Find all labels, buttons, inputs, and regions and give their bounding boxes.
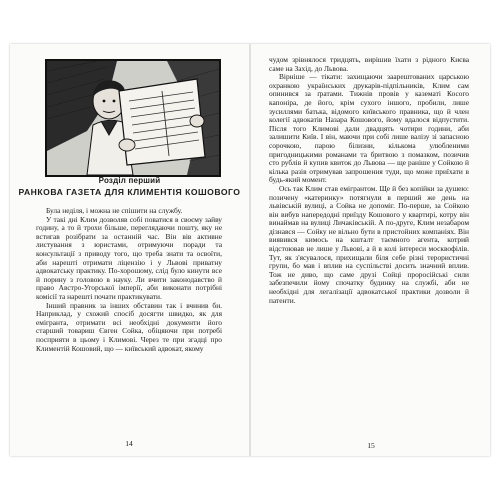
chapter-illustration [45,59,221,177]
chapter-title: РАНКОВА ГАЗЕТА ДЛЯ КЛИМЕНТІЯ КОШОВОГО [18,187,241,197]
right-page [251,44,490,456]
left-page [10,44,249,456]
right-page-text [269,56,469,305]
paragraph: Вірніше — тікати: захищаючи заарештованих царською охранкою українських друкарів-підпільників, Клим сам опинився за ґратами. Тижнів провів у казематі Косого капоніра, де його, крім сухого іншого, пробили, лише зусиллями батька, відомого київського правника, що й член колегії адвокатів Назара Кошового, йому вдалося відпустити. Після того Климові дали двадцять чотири години, аби залишити Київ. І він, маючи при собі лише валізу зі запасною сорочкою, парою білизни, кількома улюбленими пригодницькими романами та бритвою з помазком, позичив сто рублів й купив квиток до Львова — ще раніше у Сойкою й кілька разів отримував запрошення туди, що може приїхати в будь-який момент. [269,72,469,185]
paragraph: Була неділя, і можна не спішити на службу. [46,206,183,215]
paragraph: Ось так Клим став емігрантом. Ще й без копійки за душею: позичену «катеринку» потягнули в перший же день на львівській вулиці, а Сойка не допоміг. По-перше, за Сойкою він вибув напередодні приїзду Кошового у квартирі, котру він винаймав на вулиці Личаківській. А по-друге, Клим незабаром дізнався — Сойку не вільно бути в пристойних компаніях. Він виявився кимось на кшталт таємного агента, котрий відстоював не лише у Львові, а й в колі інтереси москвофілів. Тут, як з'ясувалося, прихищали біля себе різні терористичні групи, бо мав і вплив на суспільстві досить значний вплив. Тож не диво, що саме друзі Сойці проросійські сили забезпечили йому спочатку будинку на службі, аби не необхідні для легалізації адвокатської практики дозволи й патенти. [269,183,469,305]
page-number: 14 [125,439,133,448]
paragraph: чудом зрівнялося тридцять, вирішив їхати з рідного Києва саме на Захід, до Львова. [269,55,469,73]
page-number: 15 [367,441,375,450]
paragraph: Інший правник за інших обставин так і вчинив би. Наприклад, у схожий спосіб досягти швидко, як для емігранта, отримати всі необхідні документи його старший товариш Євген Сойка, обіцяючи при потребі посприяти в цьому і Климові. Через те при згадці про Климентій Кошовий, що — київський адвокат, якому [36,300,222,353]
chapter-label: Розділ перший [98,176,161,185]
left-page-text [36,207,222,353]
book-spread [10,44,490,456]
paragraph: У такі дні Клим дозволяв собі поватися в своєму зайву годину, а то й трохи більше, переглядаючи пошту, яку не встигав розібрати за останній час. Він вів активне листування з юристами, отримуючи поради та консультації з приводу того, що треба знати та освоїти, аби нарешті отримати ліцензію і у Львові приватну адвокатську практику. По-хорошому, слід було кинути все й порину з головою в науку. Ли вчити законодавство й право Австро-Угорської імперії, аби виконати потрібні комісії та нарешті почати практикувати. [36,214,222,301]
man-reading-newspaper-engraving [47,61,219,175]
